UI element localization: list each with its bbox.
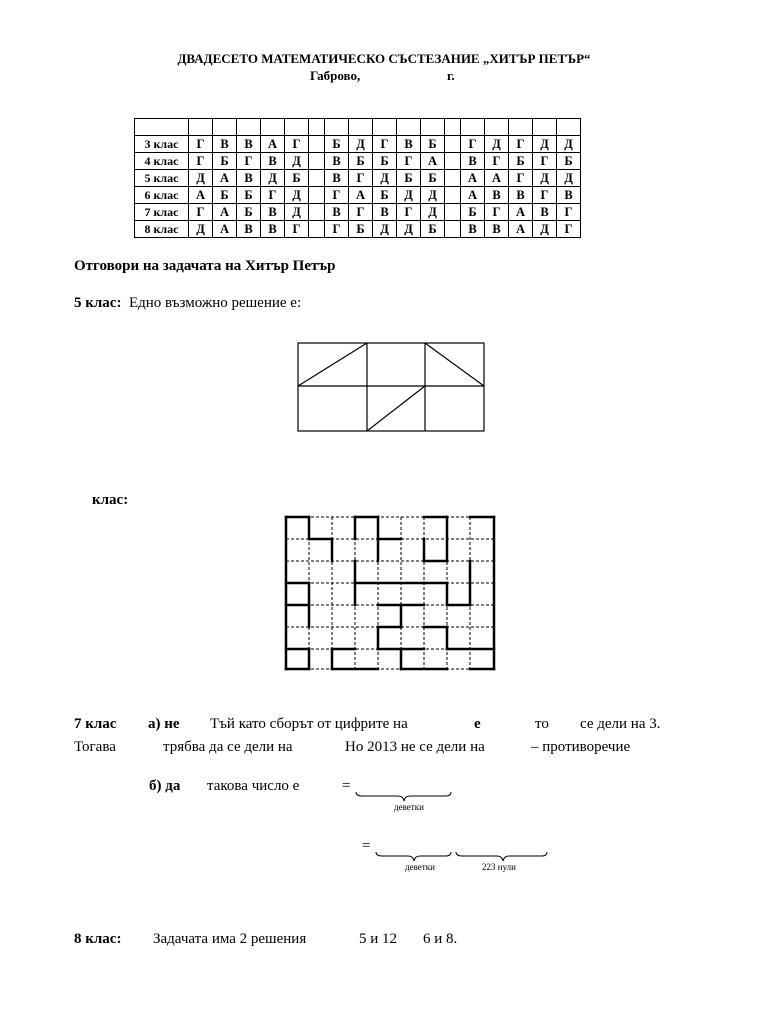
answer-cell: А <box>213 170 237 187</box>
table-spacer <box>309 119 325 136</box>
grade5-line <box>74 295 301 312</box>
grade7-text-b: такова число е <box>207 778 300 794</box>
answer-cell: В <box>557 187 581 204</box>
grade7-line2-mid: трябва да се дели на <box>163 739 293 755</box>
answer-cell: Д <box>533 170 557 187</box>
brace-3-label: 223 нули <box>482 862 516 872</box>
answer-cell: А <box>461 187 485 204</box>
answer-cell: Б <box>349 153 373 170</box>
answer-cell: Г <box>349 204 373 221</box>
answer-cell: Б <box>397 170 421 187</box>
answer-cell: В <box>261 153 285 170</box>
grade-label: 4 клас <box>135 153 189 170</box>
table-spacer <box>309 204 325 221</box>
year-label: г. <box>447 68 455 83</box>
answer-cell: Б <box>237 187 261 204</box>
answer-cell: Д <box>285 187 309 204</box>
answer-cell: Б <box>509 153 533 170</box>
answer-cell: Д <box>397 187 421 204</box>
table-header-cell <box>509 119 533 136</box>
table-header-cell <box>485 119 509 136</box>
answer-cell: Б <box>349 221 373 238</box>
grade7-label: 7 клас <box>74 716 117 732</box>
answer-cell: А <box>261 136 285 153</box>
answer-cell: В <box>373 204 397 221</box>
answer-cell: Д <box>189 170 213 187</box>
table-spacer <box>309 136 325 153</box>
answer-cell: Д <box>285 204 309 221</box>
table-header-cell <box>533 119 557 136</box>
answer-cell: Б <box>237 204 261 221</box>
answer-cell: Г <box>509 136 533 153</box>
answer-cell: А <box>509 204 533 221</box>
answer-cell: Г <box>189 136 213 153</box>
answer-cell: Б <box>421 136 445 153</box>
answer-cell: Б <box>213 187 237 204</box>
grade5-text: Едно възможно решение е: <box>128 295 302 311</box>
table-spacer <box>445 119 461 136</box>
answer-cell: Д <box>373 221 397 238</box>
table-row <box>135 187 581 204</box>
table-row <box>135 153 581 170</box>
answer-cell: В <box>237 221 261 238</box>
table-spacer <box>309 170 325 187</box>
grade7-eq2: = <box>362 838 371 854</box>
table-spacer <box>309 221 325 238</box>
table-header-cell <box>261 119 285 136</box>
grade-label: 7 клас <box>135 204 189 221</box>
answer-cell: В <box>261 204 285 221</box>
table-row <box>135 204 581 221</box>
document-title: ДВАДЕСЕТО МАТЕМАТИЧЕСКО СЪСТЕЗАНИЕ „ХИТЪР ПЕТЪР“ <box>177 51 591 66</box>
answer-cell: Г <box>533 153 557 170</box>
grade7-part-b: б) да <box>149 778 181 794</box>
answer-cell: В <box>261 221 285 238</box>
answer-cell: Б <box>213 153 237 170</box>
grade8-sol2: 6 и 8. <box>423 931 458 947</box>
table-header-cell <box>461 119 485 136</box>
answer-cell: А <box>213 204 237 221</box>
answer-cell: Д <box>397 221 421 238</box>
grade8-label: 8 клас: <box>74 931 122 947</box>
answer-cell: В <box>509 187 533 204</box>
table-header-cell <box>285 119 309 136</box>
answer-cell: Д <box>349 136 373 153</box>
answer-cell: Г <box>349 170 373 187</box>
answer-cell: Б <box>421 170 445 187</box>
answer-cell: Д <box>285 153 309 170</box>
grade8-text: Задачата има 2 решения <box>153 931 307 947</box>
city-label: Габрово, <box>310 68 361 83</box>
grade6-label: клас: <box>92 492 129 508</box>
answer-cell: Г <box>533 187 557 204</box>
answer-cell: Г <box>557 204 581 221</box>
table-spacer <box>445 204 461 221</box>
table-spacer <box>309 187 325 204</box>
figure-diag-3 <box>367 386 425 431</box>
grade-label: 5 клас <box>135 170 189 187</box>
grade-label: 6 клас <box>135 187 189 204</box>
grade7-text-a1: Тъй като сборът от цифрите на <box>210 716 408 732</box>
answer-cell: Г <box>461 136 485 153</box>
table-header-cell <box>373 119 397 136</box>
grade7-part-a: а) не <box>148 716 180 732</box>
answer-cell: В <box>485 221 509 238</box>
grade8-sol1: 5 и 12 <box>359 931 398 947</box>
answer-cell: Д <box>373 170 397 187</box>
table-header-blank <box>135 119 189 136</box>
grade-label: 8 клас <box>135 221 189 238</box>
table-header-cell <box>397 119 421 136</box>
answer-cell: В <box>237 170 261 187</box>
answer-cell: А <box>349 187 373 204</box>
grade7-text-a-e: е <box>474 716 481 732</box>
table-spacer <box>445 221 461 238</box>
answer-cell: Г <box>285 136 309 153</box>
answer-cell: В <box>485 187 509 204</box>
answer-cell: А <box>485 170 509 187</box>
answer-cell: А <box>189 187 213 204</box>
answer-cell: В <box>213 136 237 153</box>
grade7-text-a-to: то <box>535 716 549 732</box>
grade-label: 3 клас <box>135 136 189 153</box>
answer-cell: Г <box>285 221 309 238</box>
answer-cell: В <box>533 204 557 221</box>
table-spacer <box>445 170 461 187</box>
grade5-label: 5 клас: <box>74 295 122 311</box>
answer-cell: Б <box>557 153 581 170</box>
table-spacer <box>445 153 461 170</box>
figure-diag-1 <box>298 343 367 386</box>
figure-diag-2 <box>425 343 484 386</box>
answer-cell: Г <box>325 221 349 238</box>
section-title: Отговори на задачата на Хитър Петър <box>74 258 336 274</box>
answer-cell: Б <box>325 136 349 153</box>
answer-cell: Г <box>397 204 421 221</box>
answer-cell: В <box>461 221 485 238</box>
answer-cell: Г <box>397 153 421 170</box>
answer-cell: Д <box>261 170 285 187</box>
grade7-text-a-end: се дели на 3. <box>580 716 661 732</box>
table-row <box>135 221 581 238</box>
table-header-cell <box>325 119 349 136</box>
table-row <box>135 136 581 153</box>
table-spacer <box>445 187 461 204</box>
answer-cell: В <box>325 170 349 187</box>
answer-cell: Д <box>533 136 557 153</box>
answer-cell: Г <box>325 187 349 204</box>
answer-cell: Г <box>509 170 533 187</box>
answer-cell: Г <box>189 153 213 170</box>
answer-cell: Д <box>421 204 445 221</box>
grade7-eq1: = <box>342 778 351 794</box>
brace-2-3 <box>374 850 554 864</box>
grade7-togava: Тогава <box>74 739 116 755</box>
grade5-figure <box>297 342 487 434</box>
table-header-cell <box>557 119 581 136</box>
answer-cell: Г <box>373 136 397 153</box>
table-header-cell <box>237 119 261 136</box>
answer-cell: Г <box>237 153 261 170</box>
answer-cell: Д <box>557 136 581 153</box>
grade7-line2-no: Но 2013 не се дели на <box>345 739 485 755</box>
table-row <box>135 170 581 187</box>
brace-2-label: деветки <box>405 862 435 872</box>
table-spacer <box>445 136 461 153</box>
answer-cell: Д <box>533 221 557 238</box>
answer-cell: Г <box>485 204 509 221</box>
answer-cell: Г <box>189 204 213 221</box>
grade7-line2-end: – противоречие <box>531 739 631 755</box>
answer-cell: Б <box>373 153 397 170</box>
table-header-cell <box>349 119 373 136</box>
answer-cell: Д <box>557 170 581 187</box>
answers-table <box>134 118 581 238</box>
answer-cell: А <box>213 221 237 238</box>
table-header-cell <box>189 119 213 136</box>
answer-cell: Г <box>261 187 285 204</box>
answer-cell: Д <box>485 136 509 153</box>
table-spacer <box>309 153 325 170</box>
answer-cell: А <box>509 221 533 238</box>
answer-cell: Д <box>189 221 213 238</box>
answer-cell: Б <box>373 187 397 204</box>
figure-outer-rect <box>298 343 484 431</box>
table-header-cell <box>213 119 237 136</box>
grade7-line1 <box>74 716 116 733</box>
answer-cell: В <box>325 204 349 221</box>
answer-cell: В <box>237 136 261 153</box>
answer-cell: Г <box>557 221 581 238</box>
answer-cell: В <box>397 136 421 153</box>
brace-1-label: деветки <box>394 802 424 812</box>
grade6-grid <box>283 514 498 674</box>
answer-cell: В <box>325 153 349 170</box>
answer-cell: Б <box>285 170 309 187</box>
answer-cell: В <box>461 153 485 170</box>
answer-cell: Б <box>461 204 485 221</box>
answer-cell: А <box>421 153 445 170</box>
answer-cell: Г <box>485 153 509 170</box>
answer-cell: А <box>461 170 485 187</box>
table-header-cell <box>421 119 445 136</box>
answer-cell: Д <box>421 187 445 204</box>
answer-cell: Б <box>421 221 445 238</box>
